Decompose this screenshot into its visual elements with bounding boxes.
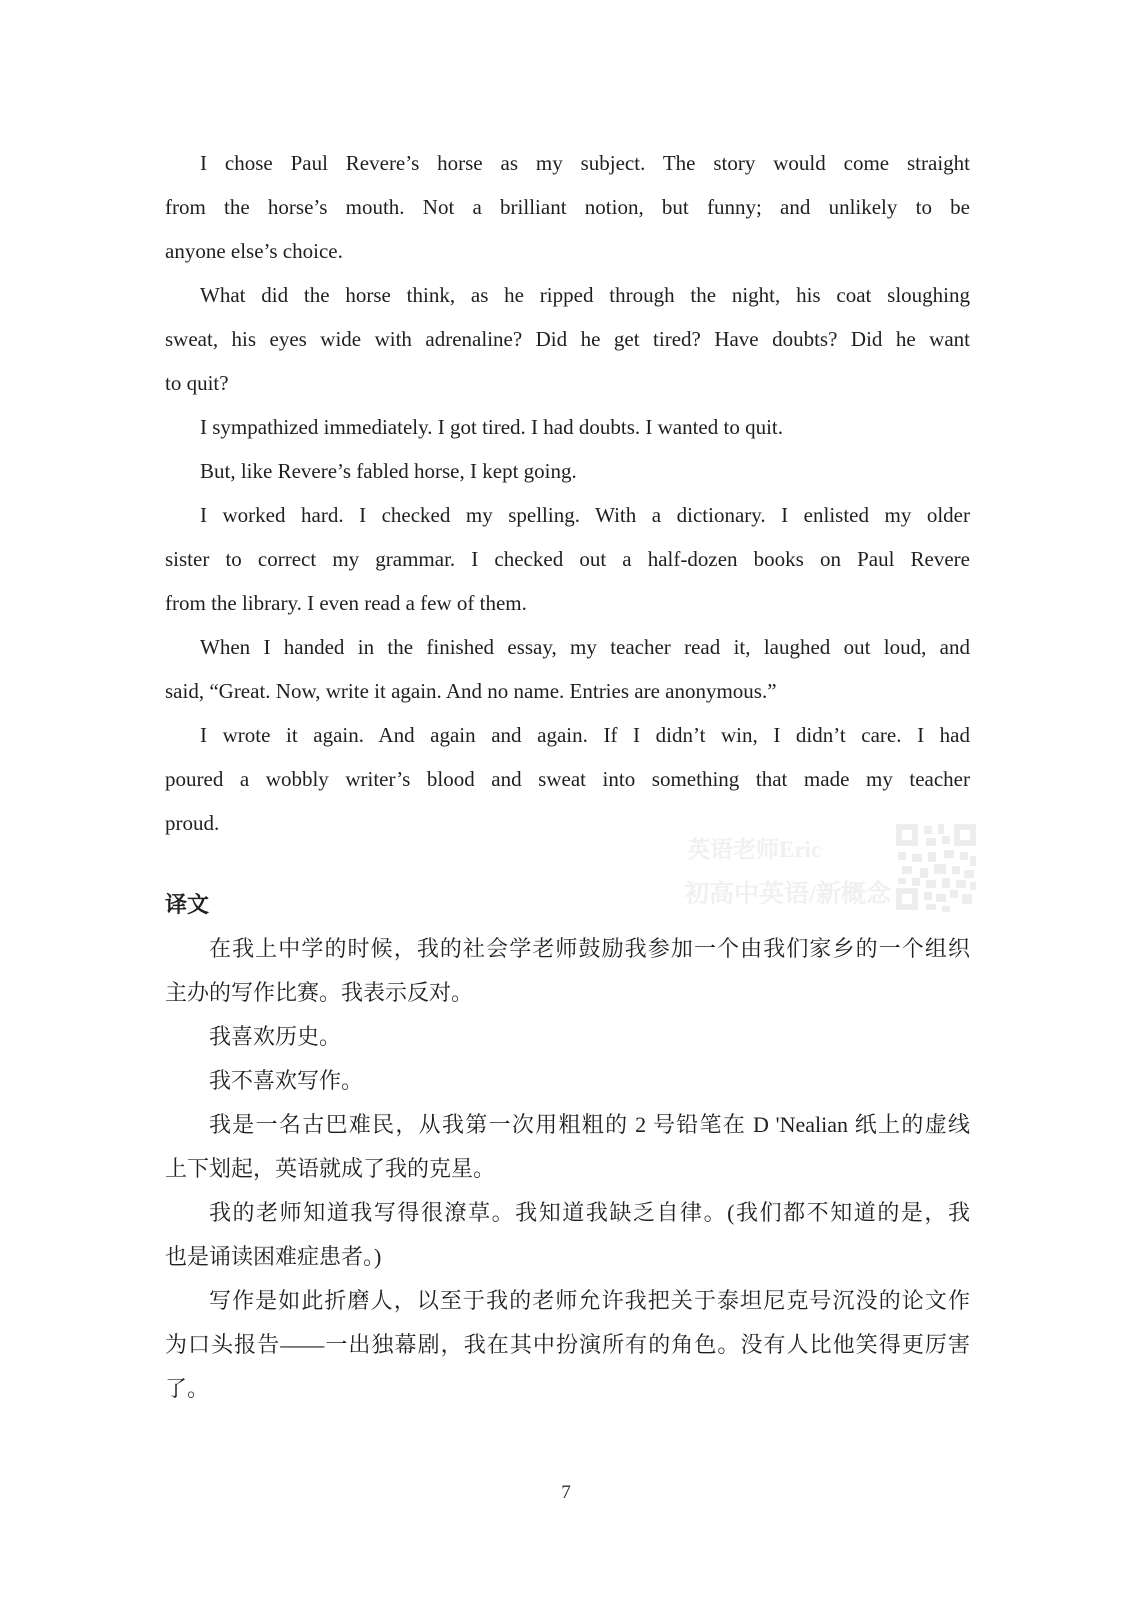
page-number: 7 (561, 1482, 571, 1503)
text-line: I wrote it again. And again and again. If I didn’t win, I didn’t care. I had (200, 723, 970, 747)
text-line: I chose Paul Revere’s horse as my subject. The story would come straight (200, 151, 970, 175)
text-line: 我不喜欢写作。 (209, 1068, 364, 1093)
text-line: from the library. I even read a few of them. (165, 591, 527, 615)
text-line: sister to correct my grammar. I checked out a half-dozen books on Paul Revere (165, 547, 970, 571)
text-line: 写作是如此折磨人，以至于我的老师允许我把关于泰坦尼克号沉没的论文作 (209, 1288, 970, 1313)
text-line: poured a wobbly writer’s blood and sweat into something that made my teacher (165, 767, 970, 791)
text-line: 在我上中学的时候，我的社会学老师鼓励我参加一个由我们家乡的一个组织 (209, 936, 970, 961)
translation-heading: 译文 (165, 892, 210, 917)
text-line: 了。 (165, 1376, 210, 1401)
text-line: 上下划起，英语就成了我的克星。 (165, 1156, 496, 1181)
text-line: But, like Revere’s fabled horse, I kept going. (200, 459, 577, 483)
watermark-text-line2: 初高中英语/新概念 (684, 881, 891, 908)
text-line: 我喜欢历史。 (209, 1024, 342, 1049)
text-line: I sympathized immediately. I got tired. I had doubts. I wanted to quit. (200, 415, 784, 439)
text-line: When I handed in the finished essay, my teacher read it, laughed out loud, and (200, 635, 970, 659)
text-line: said, “Great. Now, write it again. And no name. Entries are anonymous.” (165, 679, 777, 703)
text-line: proud. (165, 811, 220, 835)
text-line: I worked hard. I checked my spelling. With a dictionary. I enlisted my older (200, 503, 970, 527)
watermark-text-line1: 英语老师Eric (687, 837, 822, 862)
text-line: to quit? (165, 371, 229, 395)
text-line: 也是诵读困难症患者。) (165, 1244, 382, 1269)
text-line: What did the horse think, as he ripped through the night, his coat sloughing (200, 283, 970, 307)
text-line: 我是一名古巴难民，从我第一次用粗粗的 2 号铅笔在 D 'Nealian 纸上的虚线 (209, 1112, 970, 1137)
section-gap (165, 845, 970, 883)
text-line: from the horse’s mouth. Not a brilliant notion, but funny; and unlikely to be (165, 195, 970, 219)
text-line: 我的老师知道我写得很潦草。我知道我缺乏自律。(我们都不知道的是，我 (209, 1200, 970, 1225)
text-line: anyone else’s choice. (165, 239, 343, 263)
text-line: 为口头报告——一出独幕剧，我在其中扮演所有的角色。没有人比他笑得更厉害 (165, 1332, 970, 1357)
text-line: 主办的写作比赛。我表示反对。 (165, 980, 474, 1005)
text-line: sweat, his eyes wide with adrenaline? Did he get tired? Have doubts? Did he want (165, 327, 970, 351)
page-content (165, 141, 970, 1411)
